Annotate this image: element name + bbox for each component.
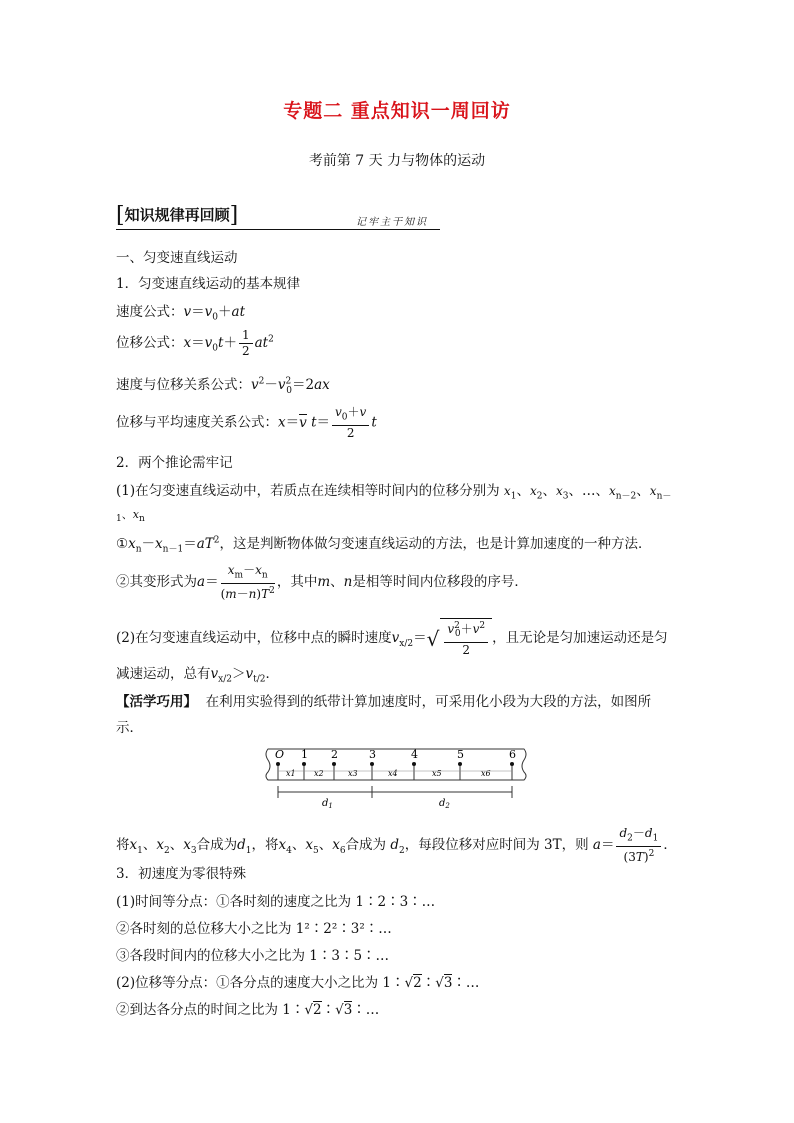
combine-b: ，将 (251, 837, 279, 854)
tip-paragraph (116, 690, 651, 710)
page-title: 专题二 重点知识一周回访 (283, 100, 511, 122)
tip-label: 【活学巧用】 (116, 694, 197, 710)
velocity-ratio-text: (2)位移等分点：①各分点的速度大小之比为 1∶ (116, 975, 405, 991)
tip-text: 在利用实验得到的纸带计算加速度时，可采用化小段为大段的方法，如图所 (205, 694, 652, 710)
corollary-1-variant: ②其变形式为a＝ $\frac{x_m-x_n}{(m-n)T^2}$ ，其中m、n是相等时间内位移段的序号． (116, 563, 528, 602)
tape-segment-label-3: x3 (348, 769, 358, 778)
variant-tail: ，其中 (276, 574, 318, 591)
corollary-1-intro: (1)在匀变速直线运动中，若质点在连续相等时间内的位移分别为 (116, 483, 500, 499)
tape-point-label-0: O (275, 748, 285, 761)
section-banner: [知识规律再回顾] (116, 203, 239, 228)
tape-point-label-1: 1 (301, 748, 308, 761)
label-velocity-displacement: 速度与位移关系公式： (116, 377, 251, 393)
tape-segment-label-6: x6 (481, 769, 491, 778)
tape-point-label-4: 4 (411, 748, 418, 761)
time-ratio-text: ②到达各分点的时间之比为 1∶ (116, 1002, 305, 1018)
corollary-2-intro: (2)在匀变速直线运动中，位移中点的瞬时速度 (116, 630, 392, 647)
combine-intro: 将 (116, 837, 130, 854)
corollary-1-explanation: ，这是判断物体做匀变速直线运动的方法，也是计算加速度的一种方法． (219, 536, 652, 552)
corollary-2-tail: ，且无论是匀加速运动还是匀 (492, 630, 668, 647)
banner-label: 知识规律再回顾 (124, 206, 230, 224)
corollary-1-text: (1)在匀变速直线运动中，若质点在连续相等时间内的位移分别为 $x_1$、$x_2$、$x_3$、…、$x_{n-2}$、$x_{n-}$ (116, 483, 672, 502)
subheading-zero-initial: 3．初速度为零很特殊 (116, 866, 247, 882)
tape-dot-1 (302, 762, 306, 766)
subheading-two-corollaries: 2．两个推论需牢记 (116, 455, 233, 471)
variant-intro: ②其变形式为 (116, 574, 197, 591)
corollary-2-comparison: 减速运动，总有$v_{x/2}>v_{t/2}$． (116, 666, 279, 685)
page-subtitle: 考前第 7 天 力与物体的运动 (308, 153, 486, 169)
tape-segment-label-1: x1 (286, 769, 296, 778)
subheading-basic-laws: 1．匀变速直线运动的基本规律 (116, 276, 301, 292)
banner-note: 记牢主干知识 (356, 217, 428, 228)
group-label-d1: $d_1$ (322, 798, 333, 810)
tape-dot-4 (412, 762, 416, 766)
tape-point-label-5: 5 (457, 748, 464, 761)
group-label-d2: $d_2$ (439, 798, 450, 810)
comparison-intro: 减速运动，总有 (116, 666, 211, 682)
tape-segment-label-4: x4 (388, 769, 398, 778)
displacement-point-time-ratio: ②到达各分点的时间之比为 1∶√2∶√3∶… (116, 1002, 380, 1018)
corollary-1-wrap: $_1$、$x_n$ (116, 508, 145, 525)
combine-a: 合成为 (196, 837, 238, 854)
tape-point-label-3: 3 (369, 748, 376, 761)
displacement-point-velocity-ratio: (2)位移等分点：①各分点的速度大小之比为 1∶√2∶√3∶… (116, 975, 480, 991)
formula-velocity: 速度公式：$v=v_0+at$ (116, 304, 245, 323)
tape-dot-3 (370, 762, 374, 766)
tape-dot-2 (332, 762, 336, 766)
paper-tape-diagram (262, 742, 532, 810)
corollary-2-text: (2)在匀变速直线运动中，位移中点的瞬时速度$v_{x/2}=√$ $\frac{v^2_0+v^2}{2}$ ，且无论是匀加速运动还是匀 (116, 618, 668, 658)
label-displacement: 位移公式： (116, 335, 184, 351)
label-velocity: 速度公式： (116, 304, 184, 320)
circle-1: ① (116, 536, 129, 552)
tape-segment-label-5: x5 (432, 769, 442, 778)
combine-paragraph: 将$x_1$、$x_2$、$x_3$合成为$d_1$，将$x_4$、$x_5$、$x_6$合成为 $d_2$，每段位移对应时间为 3T，则 a＝ $\frac{d_2-d_1}{(3T)^2}$ ． (116, 826, 677, 865)
tape-point-label-2: 2 (331, 748, 338, 761)
formula-average-velocity: 位移与平均速度关系公式：x＝v t＝ $\frac{v_0+v}{2}$ t (116, 405, 377, 441)
combine-c: ，每段位移对应时间为 3T，则 (404, 837, 589, 854)
tape-dot-6 (510, 762, 514, 766)
variant-tail-2: 是相等时间内位移段的序号． (352, 574, 528, 591)
tape-dot-5 (458, 762, 462, 766)
tape-dot-0 (276, 762, 280, 766)
corollary-1-formula: $①x_n-x_{n-1}=aT^2$，这是判断物体做匀变速直线运动的方法，也是计算加速度的一种方法． (116, 535, 652, 555)
time-point-velocity-ratio: (1)时间等分点：①各时刻的速度之比为 1∶2∶3∶… (116, 894, 436, 910)
section-heading: 一、匀变速直线运动 (116, 250, 238, 266)
tape-segment-label-2: x2 (314, 769, 324, 778)
time-segment-displacement-ratio: ③各段时间内的位移大小之比为 1∶3∶5∶… (116, 948, 390, 964)
time-point-displacement-ratio: ②各时刻的总位移大小之比为 1²∶2²∶3²∶… (116, 921, 392, 937)
formula-velocity-displacement: 速度与位移关系公式：$v^2-v^2_0=2ax$ (116, 376, 330, 396)
formula-displacement: 位移公式：$x=v_0t+$ $\frac{1}{2}$ $at^2$ (116, 328, 274, 358)
tape-point-label-6: 6 (509, 748, 516, 761)
label-average-velocity: 位移与平均速度关系公式： (116, 414, 278, 431)
tip-text-wrap: 示． (116, 720, 143, 736)
banner-divider (116, 229, 440, 230)
